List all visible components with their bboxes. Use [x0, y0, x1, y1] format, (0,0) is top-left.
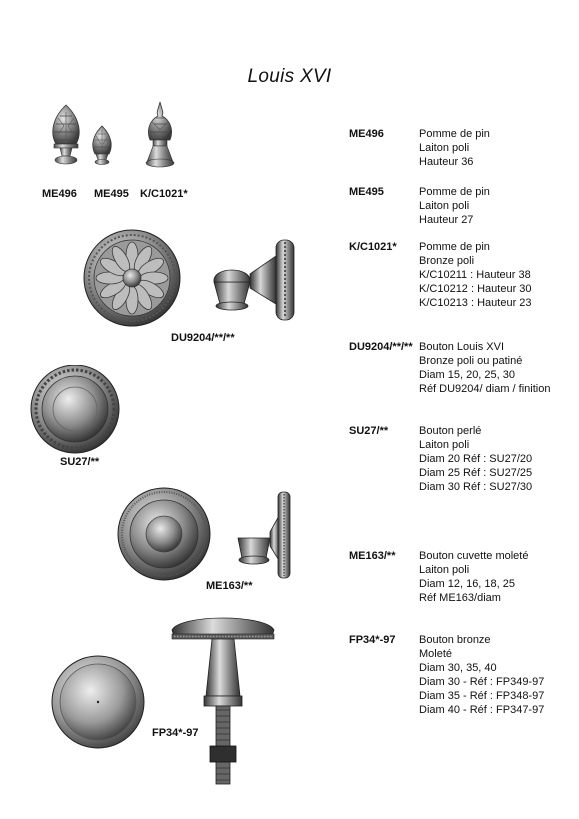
- product-line: Diam 30, 35, 40: [419, 662, 497, 674]
- product-description: [419, 424, 532, 494]
- product-description: [419, 549, 528, 605]
- caption-kc1021: K/C1021*: [140, 188, 188, 200]
- caption-me495: ME495: [94, 188, 129, 200]
- product-description: [419, 633, 544, 717]
- product-line: Diam 25 Réf : SU27/25: [419, 467, 533, 479]
- product-line: K/C10213 : Hauteur 23: [419, 297, 532, 309]
- du9204-knob-image: [82, 226, 312, 336]
- kc1021-finial: [146, 102, 174, 167]
- product-code: ME163/**: [349, 550, 396, 562]
- product-line: Bronze poli: [419, 255, 475, 267]
- product-line: Diam 15, 20, 25, 30: [419, 369, 516, 381]
- product-line: Laiton poli: [419, 142, 470, 154]
- product-line: Bouton perlé: [419, 425, 482, 437]
- product-code: ME495: [349, 186, 384, 198]
- product-line: Bouton bronze: [419, 634, 491, 646]
- caption-fp34: FP34*-97: [152, 727, 199, 739]
- product-line: Diam 12, 16, 18, 25: [419, 578, 516, 590]
- product-description: [419, 185, 490, 227]
- product-code: DU9204/**/**: [349, 341, 413, 353]
- caption-me163: ME163/**: [206, 580, 253, 592]
- fp34-knob-image: [50, 610, 280, 790]
- product-line: Diam 40 - Réf : FP347-97: [419, 704, 545, 716]
- product-description: [419, 340, 550, 396]
- product-line: Pomme de pin: [419, 241, 490, 253]
- product-line: Réf DU9204/ diam / finition: [419, 383, 551, 395]
- product-line: K/C10212 : Hauteur 30: [419, 283, 532, 295]
- product-line: Diam 30 Réf : SU27/30: [419, 481, 533, 493]
- product-line: Moleté: [419, 648, 453, 660]
- product-line: Bouton cuvette moleté: [419, 550, 529, 562]
- product-line: Laiton poli: [419, 200, 470, 212]
- caption-me496: ME496: [42, 188, 77, 200]
- product-description: [419, 127, 490, 169]
- product-line: Pomme de pin: [419, 186, 490, 198]
- product-line: Bronze poli ou patiné: [419, 355, 523, 367]
- caption-su27: SU27/**: [60, 456, 100, 468]
- me163-knob-image: [116, 484, 296, 584]
- product-line: Réf ME163/diam: [419, 592, 501, 604]
- product-line: K/C10211 : Hauteur 38: [419, 269, 531, 281]
- product-description: [419, 240, 532, 310]
- product-code: FP34*-97: [349, 634, 396, 646]
- product-code: K/C1021*: [349, 241, 397, 253]
- me495-finial: [93, 126, 111, 165]
- product-line: Bouton Louis XVI: [419, 341, 505, 353]
- product-line: Pomme de pin: [419, 128, 490, 140]
- product-code: SU27/**: [349, 425, 389, 437]
- product-line: Laiton poli: [419, 564, 470, 576]
- product-line: Diam 20 Réf : SU27/20: [419, 453, 533, 465]
- product-line: Laiton poli: [419, 439, 470, 451]
- page-title: Louis XVI: [247, 66, 332, 87]
- caption-du9204: DU9204/**/**: [171, 332, 235, 344]
- me496-finial: [53, 105, 79, 164]
- pine-cone-finials-image: [30, 100, 200, 180]
- product-line: Hauteur 27: [419, 214, 474, 226]
- su27-knob-image: [28, 365, 123, 455]
- product-line: Diam 35 - Réf : FP348-97: [419, 690, 545, 702]
- product-line: Diam 30 - Réf : FP349-97: [419, 676, 545, 688]
- product-code: ME496: [349, 128, 384, 140]
- product-line: Hauteur 36: [419, 156, 474, 168]
